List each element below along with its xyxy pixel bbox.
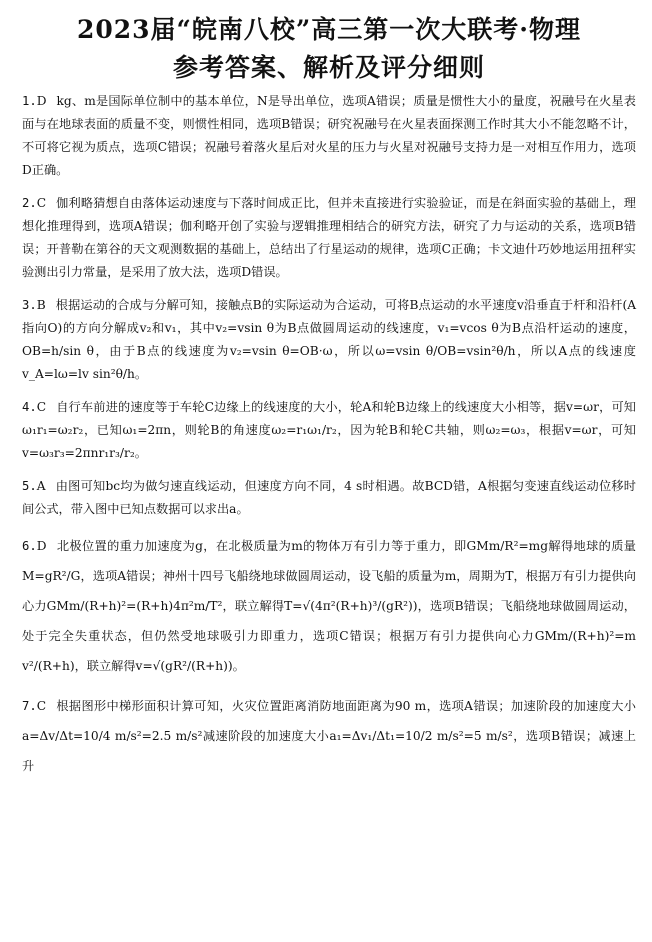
- answer-item-6: [22, 531, 636, 681]
- answer-item-1: [22, 90, 636, 182]
- answer-item-4: [22, 396, 636, 465]
- answer-subtitle: 参考答案、解析及评分细则: [172, 53, 485, 82]
- question-number: 1.: [22, 94, 37, 108]
- question-number: 6.: [22, 539, 37, 553]
- answer-choice: D: [36, 94, 47, 108]
- explanation-text: 伽利略猜想自由落体运动速度与下落时间成正比，但并未直接进行实验验证，而是在斜面实验的基础上，理想化推理得到，选项A错误；伽利略开创了实验与逻辑推理相结合的研究方法，研究了力与运动的关系，选项B错误；开普勒在第谷的天文观测数据的基础上，总结出了行星运动的规律，选项C正确；卡文迪什巧妙地运用扭秤实验测出引力常量，是采用了放大法，选项D错误。: [22, 196, 636, 279]
- question-number: 2.: [22, 196, 37, 210]
- answer-choice: B: [36, 298, 46, 312]
- explanation-text: 自行车前进的速度等于车轮C边缘上的线速度的大小，轮A和轮B边缘上的线速度大小相等，据v=ωr，可知ω₁r₁=ω₂r₂，已知ω₁=2πn，则轮B的角速度ω₂=r₁ω₁/r₂，因为轮B和轮C共轴，则ω₂=ω₃，根据v=ωr，可知v=ω₃r₃=2πnr₁r₃/r₂。: [22, 400, 636, 460]
- explanation-text: 由图可知bc均为做匀速直线运动，但速度方向不同，4 s时相遇。故BCD错，A根据匀变速直线运动位移时间公式，带入图中已知点数据可以求出a。: [22, 479, 636, 516]
- answer-choice: C: [36, 196, 47, 210]
- explanation-text: 根据运动的合成与分解可知，接触点B的实际运动为合运动，可将B点运动的水平速度v沿垂直于杆和沿杆(A指向O)的方向分解成v₂和v₁，其中v₂=vsin θ为B点做圆周运动的线速度，v₁=vcos θ为B点沿杆运动的速度，OB=h/sin θ，由于B点的线速度为v₂=vsin θ=OB·ω，所以ω=vsin θ/OB=vsin²θ/h，所以A点的线速度v_A=lω=lv sin²θ/h。: [22, 298, 636, 381]
- answer-choice: C: [36, 699, 47, 713]
- answer-choice: C: [36, 400, 47, 414]
- answer-list: [22, 90, 636, 781]
- answer-choice: D: [36, 539, 47, 553]
- answer-item-2: [22, 192, 636, 284]
- question-number: 7.: [22, 699, 37, 713]
- exam-title: 2023届“皖南八校”高三第一次大联考·物理: [76, 15, 582, 44]
- question-number: 5.: [22, 479, 37, 493]
- answer-item-3: [22, 294, 636, 386]
- answer-item-7: [22, 691, 636, 781]
- answer-item-5: [22, 475, 636, 521]
- explanation-text: 北极位置的重力加速度为g，在北极质量为m的物体万有引力等于重力，即GMm/R²=mg解得地球的质量M=gR²/G，选项A错误；神州十四号飞船绕地球做圆周运动，设飞船的质量为m，周期为T，根据万有引力提供向心力GMm/(R+h)²=(R+h)4π²m/T²，联立解得T=√(4π²(R+h)³/(gR²))，选项B错误；飞船绕地球做圆周运动，处于完全失重状态，但仍然受地球吸引力即重力，选项C错误；根据万有引力提供向心力GMm/(R+h)²=m v²/(R+h)，联立解得v=√(gR²/(R+h))。: [22, 539, 636, 673]
- answer-choice: A: [36, 479, 46, 493]
- explanation-text: kg、m是国际单位制中的基本单位，N是导出单位，选项A错误；质量是惯性大小的量度，祝融号在火星表面与在地球表面的质量不变，则惯性相同，选项B错误；研究祝融号在火星表面探测工作时其大小不能忽略不计，不可将它视为质点，选项C错误；祝融号着落火星后对火星的压力与火星对祝融号支持力是一对相互作用力，选项D正确。: [22, 94, 636, 177]
- question-number: 3.: [22, 298, 37, 312]
- question-number: 4.: [22, 400, 37, 414]
- explanation-text: 根据图形中梯形面积计算可知，火灾位置距离消防地面距离为90 m，选项A错误；加速阶段的加速度大小a=Δv/Δt=10/4 m/s²=2.5 m/s²减速阶段的加速度大小a₁=Δv₁/Δt₁=10/2 m/s²=5 m/s²，选项B错误；减速上升: [22, 699, 636, 773]
